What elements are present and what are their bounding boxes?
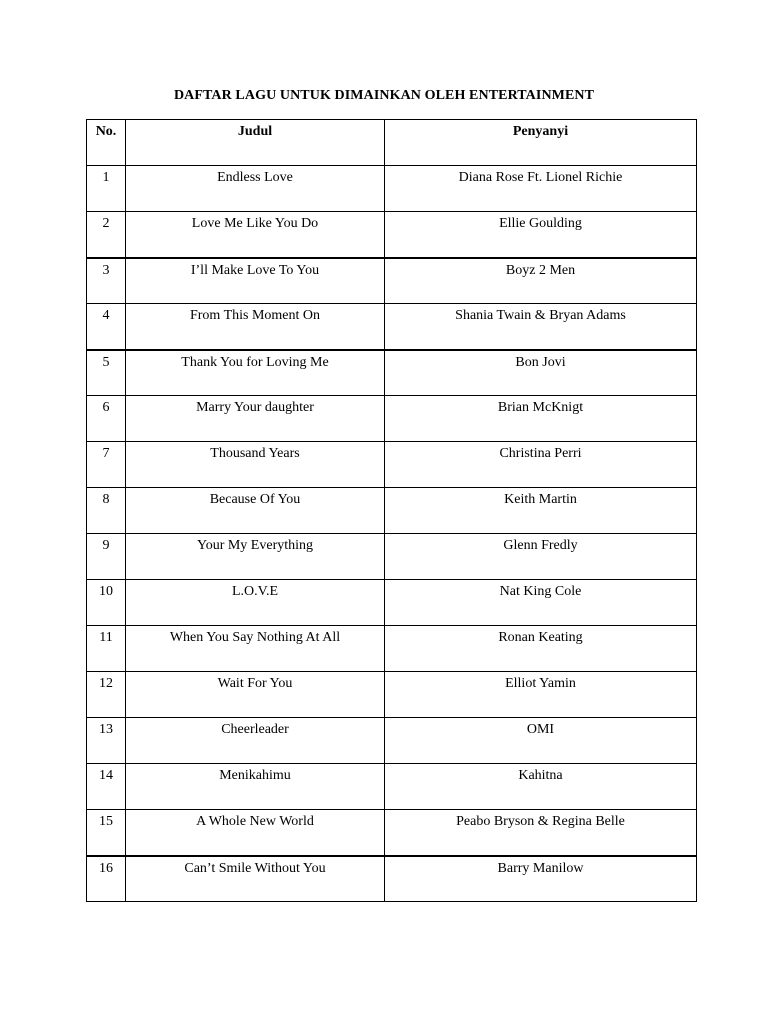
- table-row: [87, 212, 697, 258]
- row-number: 15: [87, 810, 126, 856]
- song-artist: Boyz 2 Men: [385, 258, 697, 304]
- header-number: No.: [87, 120, 126, 166]
- row-number: 3: [87, 258, 126, 304]
- row-number: 6: [87, 396, 126, 442]
- song-title: Can’t Smile Without You: [126, 856, 385, 902]
- song-artist: Ellie Goulding: [385, 212, 697, 258]
- song-artist: Peabo Bryson & Regina Belle: [385, 810, 697, 856]
- table-row: [87, 672, 697, 718]
- song-title: Because Of You: [126, 488, 385, 534]
- table-row: [87, 626, 697, 672]
- table-header-row: [87, 120, 697, 166]
- row-number: 1: [87, 166, 126, 212]
- song-artist: Glenn Fredly: [385, 534, 697, 580]
- table-row: [87, 856, 697, 902]
- song-artist: Elliot Yamin: [385, 672, 697, 718]
- song-title: L.O.V.E: [126, 580, 385, 626]
- row-number: 7: [87, 442, 126, 488]
- header-title: Judul: [126, 120, 385, 166]
- song-title: Your My Everything: [126, 534, 385, 580]
- table-row: [87, 764, 697, 810]
- table-row: [87, 166, 697, 212]
- song-title: Thank You for Loving Me: [126, 350, 385, 396]
- song-title: Cheerleader: [126, 718, 385, 764]
- header-artist: Penyanyi: [385, 120, 697, 166]
- row-number: 14: [87, 764, 126, 810]
- song-artist: Shania Twain & Bryan Adams: [385, 304, 697, 350]
- table-row: [87, 718, 697, 764]
- song-artist: Bon Jovi: [385, 350, 697, 396]
- document-title: DAFTAR LAGU UNTUK DIMAINKAN OLEH ENTERTAINMENT: [173, 88, 595, 103]
- song-list-table: [86, 119, 697, 902]
- song-artist: Barry Manilow: [385, 856, 697, 902]
- song-artist: Nat King Cole: [385, 580, 697, 626]
- row-number: 4: [87, 304, 126, 350]
- song-title: When You Say Nothing At All: [126, 626, 385, 672]
- song-artist: Diana Rose Ft. Lionel Richie: [385, 166, 697, 212]
- table-row: [87, 534, 697, 580]
- table-row: [87, 304, 697, 350]
- song-artist: Brian McKnigt: [385, 396, 697, 442]
- song-title: A Whole New World: [126, 810, 385, 856]
- song-title: I’ll Make Love To You: [126, 258, 385, 304]
- table-row: [87, 488, 697, 534]
- song-artist: Kahitna: [385, 764, 697, 810]
- table-row: [87, 442, 697, 488]
- row-number: 11: [87, 626, 126, 672]
- row-number: 10: [87, 580, 126, 626]
- song-title: From This Moment On: [126, 304, 385, 350]
- row-number: 16: [87, 856, 126, 902]
- song-artist: Keith Martin: [385, 488, 697, 534]
- row-number: 2: [87, 212, 126, 258]
- song-artist: Christina Perri: [385, 442, 697, 488]
- song-artist: OMI: [385, 718, 697, 764]
- row-number: 8: [87, 488, 126, 534]
- song-title: Endless Love: [126, 166, 385, 212]
- table-row: [87, 396, 697, 442]
- song-title: Wait For You: [126, 672, 385, 718]
- song-title: Love Me Like You Do: [126, 212, 385, 258]
- song-title: Marry Your daughter: [126, 396, 385, 442]
- table-row: [87, 258, 697, 304]
- row-number: 13: [87, 718, 126, 764]
- song-title: Menikahimu: [126, 764, 385, 810]
- table-row: [87, 580, 697, 626]
- song-title: Thousand Years: [126, 442, 385, 488]
- row-number: 5: [87, 350, 126, 396]
- song-artist: Ronan Keating: [385, 626, 697, 672]
- table-row: [87, 350, 697, 396]
- row-number: 12: [87, 672, 126, 718]
- table-row: [87, 810, 697, 856]
- row-number: 9: [87, 534, 126, 580]
